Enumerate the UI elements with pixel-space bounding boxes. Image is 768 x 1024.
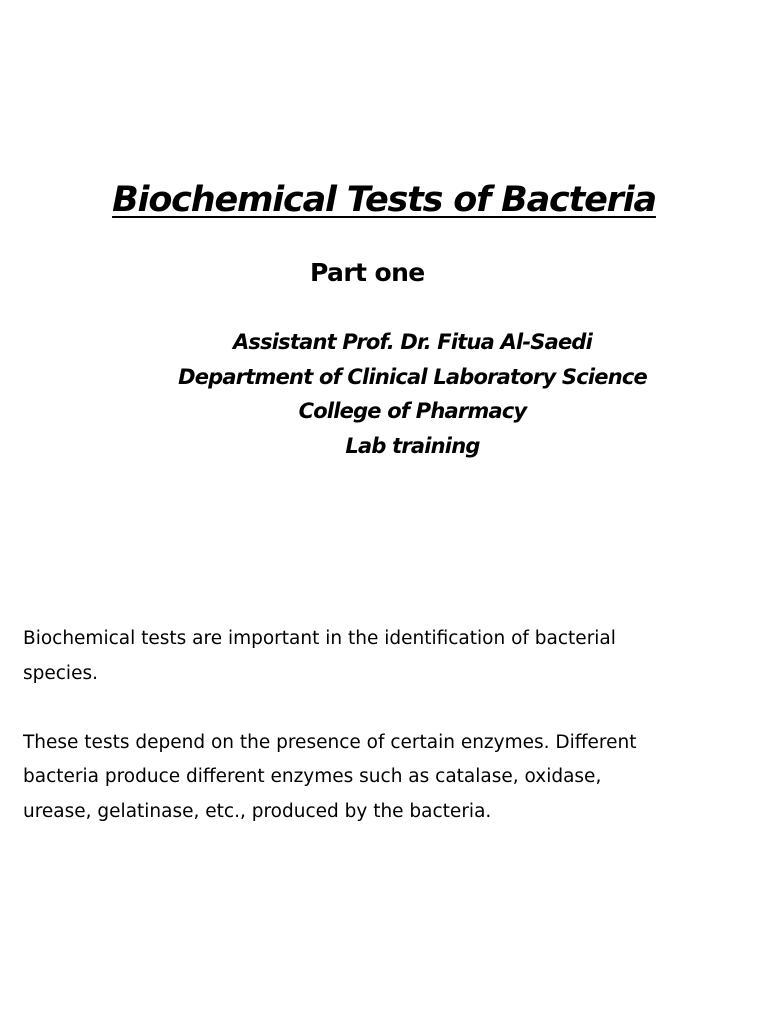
course-name: Lab training xyxy=(345,433,480,458)
paragraph-line: These tests depend on the presence of certain enzymes. Different xyxy=(23,731,637,753)
author-college: College of Pharmacy xyxy=(298,399,527,423)
paragraph-line: Biochemical tests are important in the identification of bacterial xyxy=(23,628,616,649)
paragraph-line: species. xyxy=(23,662,98,684)
body-text xyxy=(23,622,723,829)
paragraph-line: bacteria produce different enzymes such as catalase, oxidase, xyxy=(23,766,602,787)
document-title-text: Biochemical Tests of Bacteria xyxy=(112,180,656,220)
author-name: Assistant Prof. Dr. Fitua Al-Saedi xyxy=(232,330,593,354)
paragraph-1 xyxy=(23,622,723,691)
paragraph-2 xyxy=(23,726,723,830)
document-subtitle: Part one xyxy=(310,258,425,287)
document-title xyxy=(0,176,768,224)
author-department: Department of Clinical Laboratory Science xyxy=(178,364,647,389)
paragraph-line: urease, gelatinase, etc., produced by the bacteria. xyxy=(23,800,492,822)
author-block xyxy=(160,325,665,463)
